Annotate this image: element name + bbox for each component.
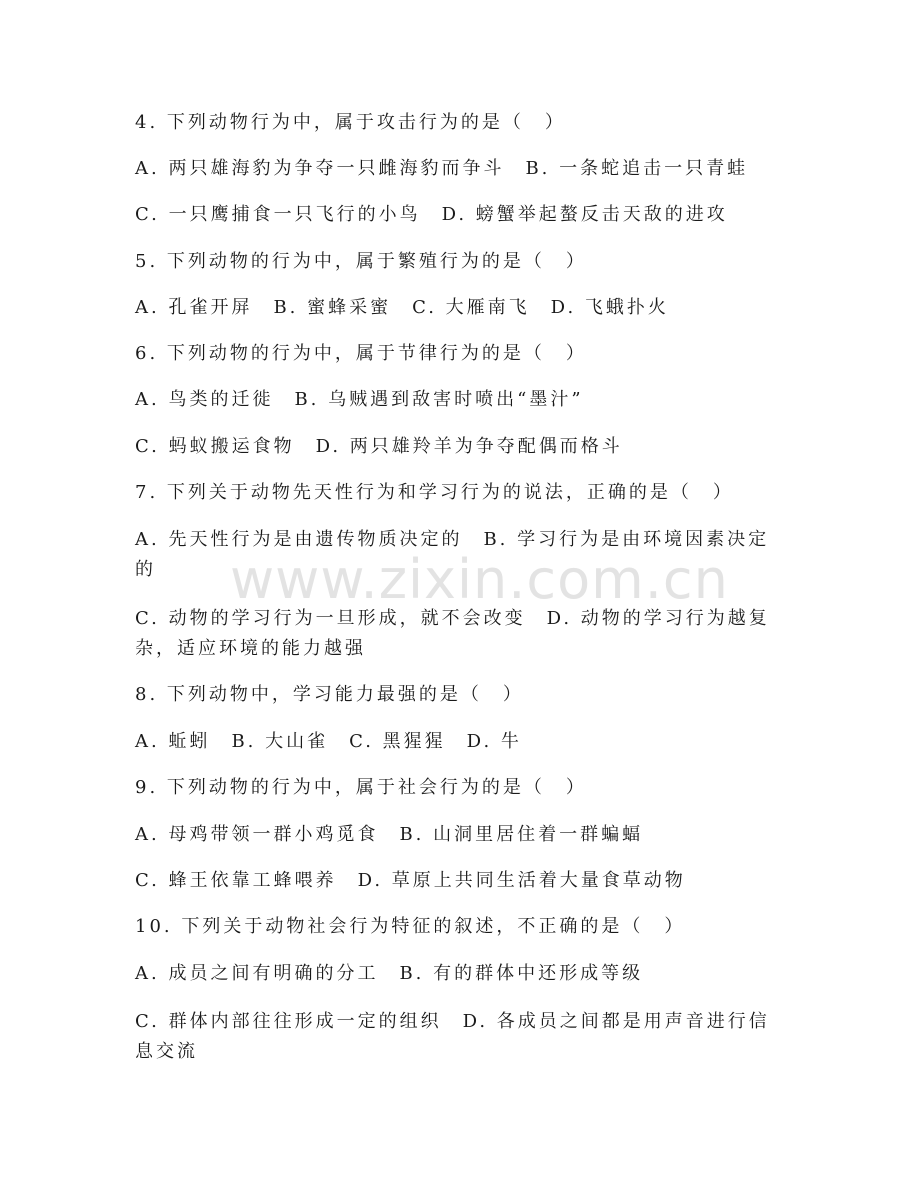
q7-options-cd: C. 动物的学习行为一旦形成，就不会改变 D. 动物的学习行为越复杂，适应环境的能力越强 <box>135 608 770 659</box>
question-9: 9. 下列动物的行为中，属于社会行为的是（ ） <box>135 777 587 798</box>
q7-options-ab: A. 先天性行为是由遗传物质决定的 B. 学习行为是由环境因素决定的 <box>135 529 770 580</box>
q9-options-cd: C. 蜂王依靠工蜂喂养 D. 草原上共同生活着大量食草动物 <box>135 870 686 891</box>
question-4: 4. 下列动物行为中，属于攻击行为的是（ ） <box>135 112 566 133</box>
q8-options: A. 蚯蚓 B. 大山雀 C. 黑猩猩 D. 牛 <box>135 731 522 752</box>
q5-options: A. 孔雀开屏 B. 蜜蜂采蜜 C. 大雁南飞 D. 飞蛾扑火 <box>135 297 669 318</box>
q4-options-ab: A. 两只雄海豹为争夺一只雌海豹而争斗 B. 一条蛇追击一只青蛙 <box>135 158 749 179</box>
q10-options-ab: A. 成员之间有明确的分工 B. 有的群体中还形成等级 <box>135 963 644 984</box>
q6-options-ab: A. 鸟类的迁徙 B. 乌贼遇到敌害时喷出“墨汁” <box>135 389 584 410</box>
question-6: 6. 下列动物的行为中，属于节律行为的是（ ） <box>135 343 587 364</box>
q6-options-cd: C. 蚂蚁搬运食物 D. 两只雄羚羊为争夺配偶而格斗 <box>135 436 623 457</box>
watermark: www.zixin.com.cn <box>230 548 729 611</box>
question-10: 10. 下列关于动物社会行为特征的叙述，不正确的是（ ） <box>135 916 686 937</box>
q10-options-cd: C. 群体内部往往形成一定的组织 D. 各成员之间都是用声音进行信息交流 <box>135 1011 770 1062</box>
question-8: 8. 下列动物中，学习能力最强的是（ ） <box>135 684 524 705</box>
q9-options-ab: A. 母鸡带领一群小鸡觅食 B. 山洞里居住着一群蝙蝠 <box>135 824 644 845</box>
q4-options-cd: C. 一只鹰捕食一只飞行的小鸟 D. 螃蟹举起螯反击天敌的进攻 <box>135 204 728 225</box>
question-5: 5. 下列动物的行为中，属于繁殖行为的是（ ） <box>135 251 587 272</box>
question-7: 7. 下列关于动物先天性行为和学习行为的说法，正确的是（ ） <box>135 482 734 503</box>
